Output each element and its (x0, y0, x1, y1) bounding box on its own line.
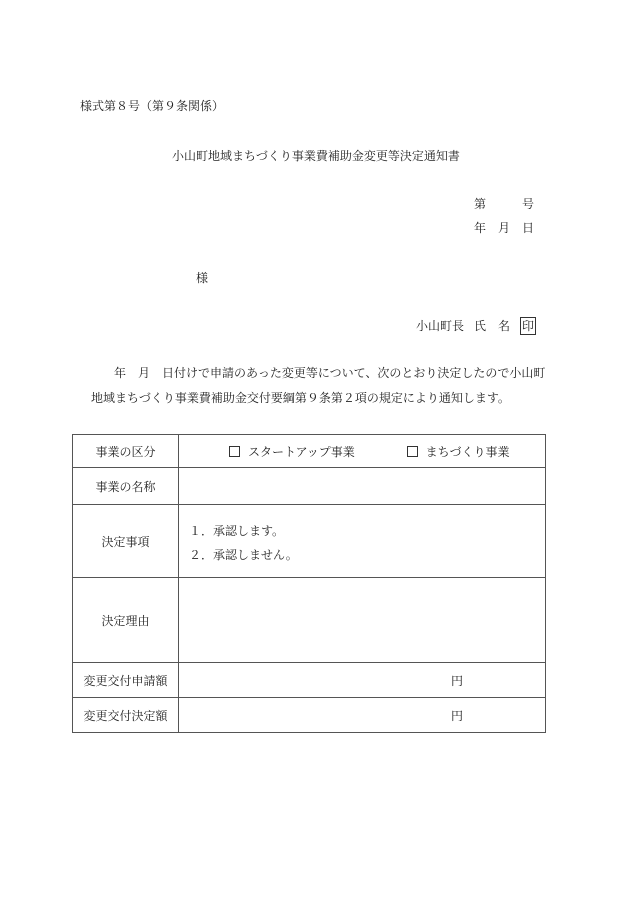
addressee-suffix: 様 (196, 271, 209, 285)
row-decided-amount (73, 698, 546, 733)
checkbox-icon[interactable] (229, 446, 240, 457)
row-applied-amount (73, 663, 546, 698)
currency-unit: 円 (451, 673, 464, 688)
doc-number-prefix: 第 (474, 197, 487, 211)
date-year: 年 (474, 221, 487, 235)
body-line-1: 年 月 日付けで申請のあった変更等について、次のとおり決定したので小山町 (114, 366, 546, 380)
issuer-title: 小山町長 (416, 319, 465, 333)
name-value[interactable] (179, 468, 546, 505)
decision-approve: １．承認します。 (189, 524, 285, 538)
body-line-2: 地域まちづくり事業費補助金交付要綱第９条第２項の規定により通知します。 (91, 391, 510, 405)
decision-reject: ２．承認しません。 (189, 548, 298, 562)
row-decision (73, 505, 546, 578)
document-title: 小山町地域まちづくり事業費補助金変更等決定通知書 (172, 149, 460, 163)
reason-value[interactable] (179, 578, 546, 663)
currency-unit: 円 (451, 708, 464, 723)
row-reason (73, 578, 546, 663)
seal-mark: 印 (522, 319, 535, 333)
option-machizukuri[interactable]: まちづくり事業 (407, 445, 510, 459)
issuer-name-label-2: 名 (498, 319, 511, 333)
row-category (73, 435, 546, 468)
date-day: 日 (522, 221, 535, 235)
option-startup[interactable]: スタートアップ事業 (229, 445, 355, 459)
category-options (179, 435, 546, 468)
row-name (73, 468, 546, 505)
applied-amount-value[interactable] (179, 663, 546, 698)
reason-label: 決定理由 (73, 578, 179, 663)
decided-amount-label: 変更交付決定額 (73, 698, 179, 733)
date-month: 月 (498, 221, 511, 235)
decision-label: 決定事項 (73, 505, 179, 578)
doc-number-suffix: 号 (522, 197, 535, 211)
form-number: 様式第８号（第９条関係） (80, 99, 225, 113)
decision-table (72, 434, 546, 733)
issuer-name-label-1: 氏 (474, 319, 487, 333)
decision-options (179, 505, 546, 578)
checkbox-icon[interactable] (407, 446, 418, 457)
category-label: 事業の区分 (73, 435, 179, 468)
name-label: 事業の名称 (73, 468, 179, 505)
applied-amount-label: 変更交付申請額 (73, 663, 179, 698)
decided-amount-value[interactable] (179, 698, 546, 733)
